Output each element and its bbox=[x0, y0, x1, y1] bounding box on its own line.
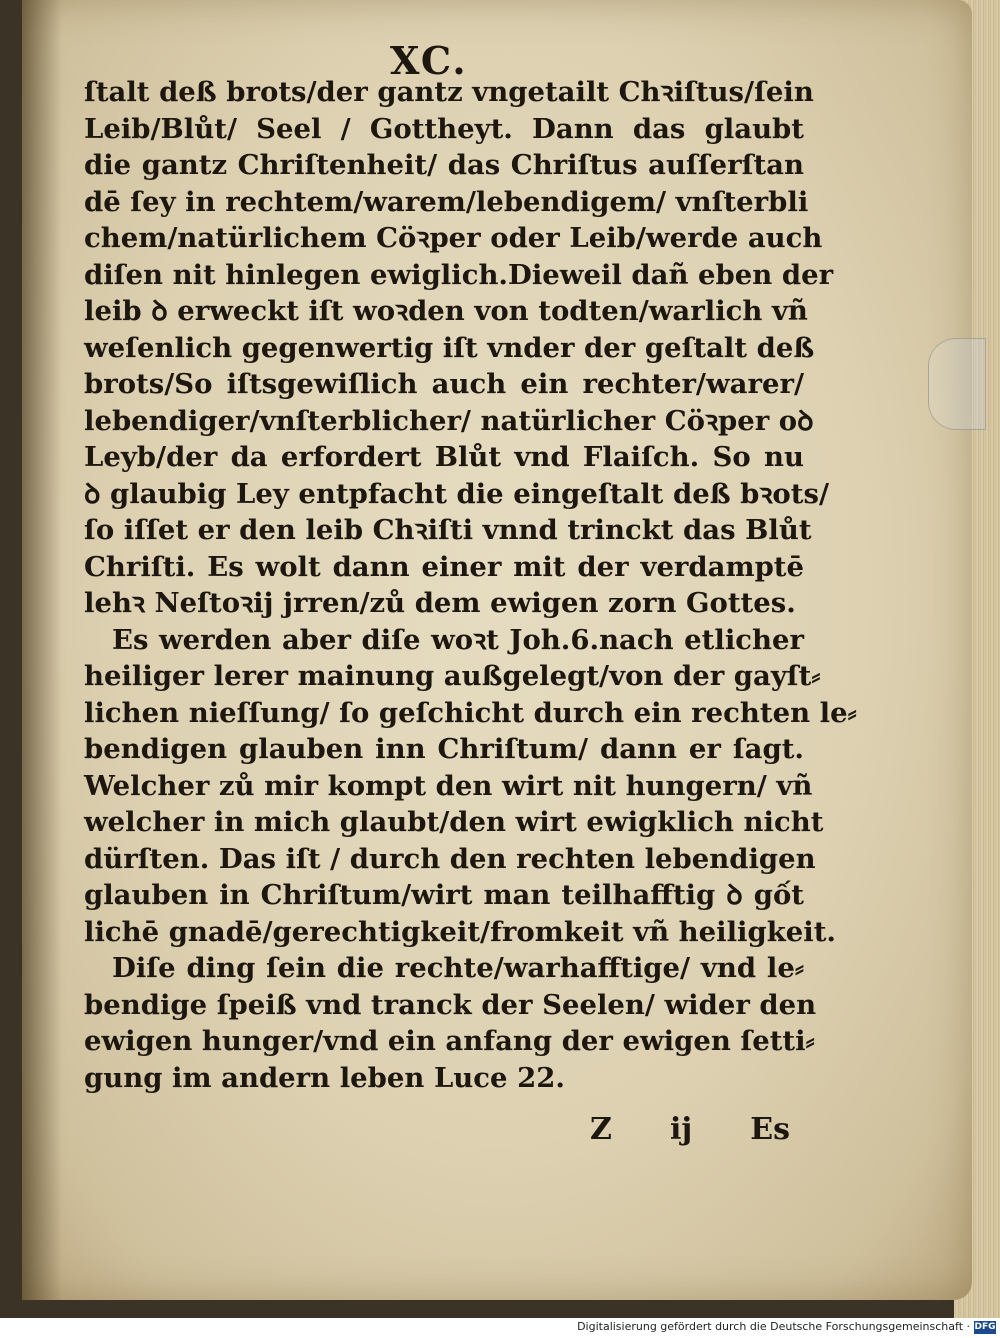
gutter-shadow bbox=[22, 0, 62, 1300]
text-line: diſen nit hinlegen ewiglich.Dieweil dañ eben der bbox=[84, 258, 834, 291]
text-line: ſtalt deß brots/der gantz vngetailt Chꝛiſtus/ſein bbox=[84, 76, 814, 108]
folio-number: XC. bbox=[390, 38, 468, 83]
text-line: lichen nieſſung/ ſo geſchicht durch ein rechten le⸗ bbox=[84, 696, 857, 729]
digitization-footer bbox=[0, 1318, 1000, 1338]
text-line: chem/natürlichem Cöꝛper oder Leib/werde auch bbox=[84, 222, 823, 254]
text-line: welcher in mich glaubt/den wirt ewigklich nicht bbox=[84, 806, 824, 838]
dfg-logo: DFG bbox=[974, 1322, 996, 1332]
text-line: Leyb/der da erfordert Blůt vnd Flaiſch. So nu bbox=[84, 441, 804, 473]
text-line: glauben in Chriſtum/wirt man teilhafftig ꝺ gốt bbox=[84, 879, 804, 911]
text-line: lichē gnadē/gerechtigkeit/fromkeit vñ heiligkeit. bbox=[84, 915, 836, 948]
page-clip bbox=[928, 338, 986, 430]
text-line: Welcher zů mir kompt den wirt nit hungern/ vñ bbox=[84, 769, 813, 802]
text-line: ſo iſſet er den leib Chꝛiſti vnnd trinckt das Blůt bbox=[84, 514, 812, 546]
catchword: Es bbox=[750, 1112, 790, 1147]
text-block bbox=[84, 74, 857, 1096]
signature-number: ij bbox=[669, 1112, 693, 1147]
signature-mark: Z bbox=[590, 1112, 612, 1147]
text-line: dē ſey in rechtem/warem/lebendigem/ vnſterbli bbox=[84, 185, 809, 218]
text-line: bendigen glauben inn Chriſtum/ dann er ſagt. bbox=[84, 733, 804, 765]
text-line: ꝺ glaubig Ley entpfacht die eingeſtalt deß bꝛots/ bbox=[84, 477, 829, 510]
text-line: Leib/Blůt/ Seel / Gottheyt. Dann das glaubt bbox=[84, 112, 804, 145]
text-line: ewigen hunger/vnd ein anfang der ewigen ſetti⸗ bbox=[84, 1025, 815, 1057]
text-line: weſenlich gegenwertig iſt vnder der geſtalt deß bbox=[84, 331, 815, 364]
text-line: Es werden aber diſe woꝛt Joh.6.nach etlicher bbox=[112, 623, 804, 656]
funding-credit: Digitalisierung gefördert durch die Deutsche Forschungsgemeinschaft · bbox=[577, 1320, 970, 1333]
text-line: lehꝛ Neſtoꝛij jrren/zů dem ewigen zorn Gottes. bbox=[84, 587, 796, 619]
text-line: dürſten. Das iſt / durch den rechten lebendigen bbox=[84, 842, 816, 875]
text-line: brots/So iſtsgewiſlich auch ein rechter/warer/ bbox=[84, 368, 804, 400]
text-line: heiliger lerer mainung außgelegt/von der gayſt⸗ bbox=[84, 660, 821, 692]
signature-catchword-line bbox=[590, 1112, 790, 1147]
text-line: bendige ſpeiß vnd tranck der Seelen/ wider den bbox=[84, 988, 817, 1021]
text-line: Chriſti. Es wolt dann einer mit der verdamptē bbox=[84, 550, 804, 583]
text-line: die gantz Chriſtenheit/ das Chriſtus auſſerſtan bbox=[84, 149, 804, 181]
text-line: gung im andern leben Luce 22. bbox=[84, 1061, 565, 1094]
text-line: lebendiger/vnſterblicher/ natürlicher Cöꝛper oꝺ bbox=[84, 404, 814, 437]
text-line: leib ꝺ erweckt iſt woꝛden von todten/warlich vñ bbox=[84, 295, 808, 327]
text-line: Diſe ding ſein die rechte/warhafftige/ vnd le⸗ bbox=[112, 952, 804, 984]
book-page bbox=[22, 0, 972, 1300]
